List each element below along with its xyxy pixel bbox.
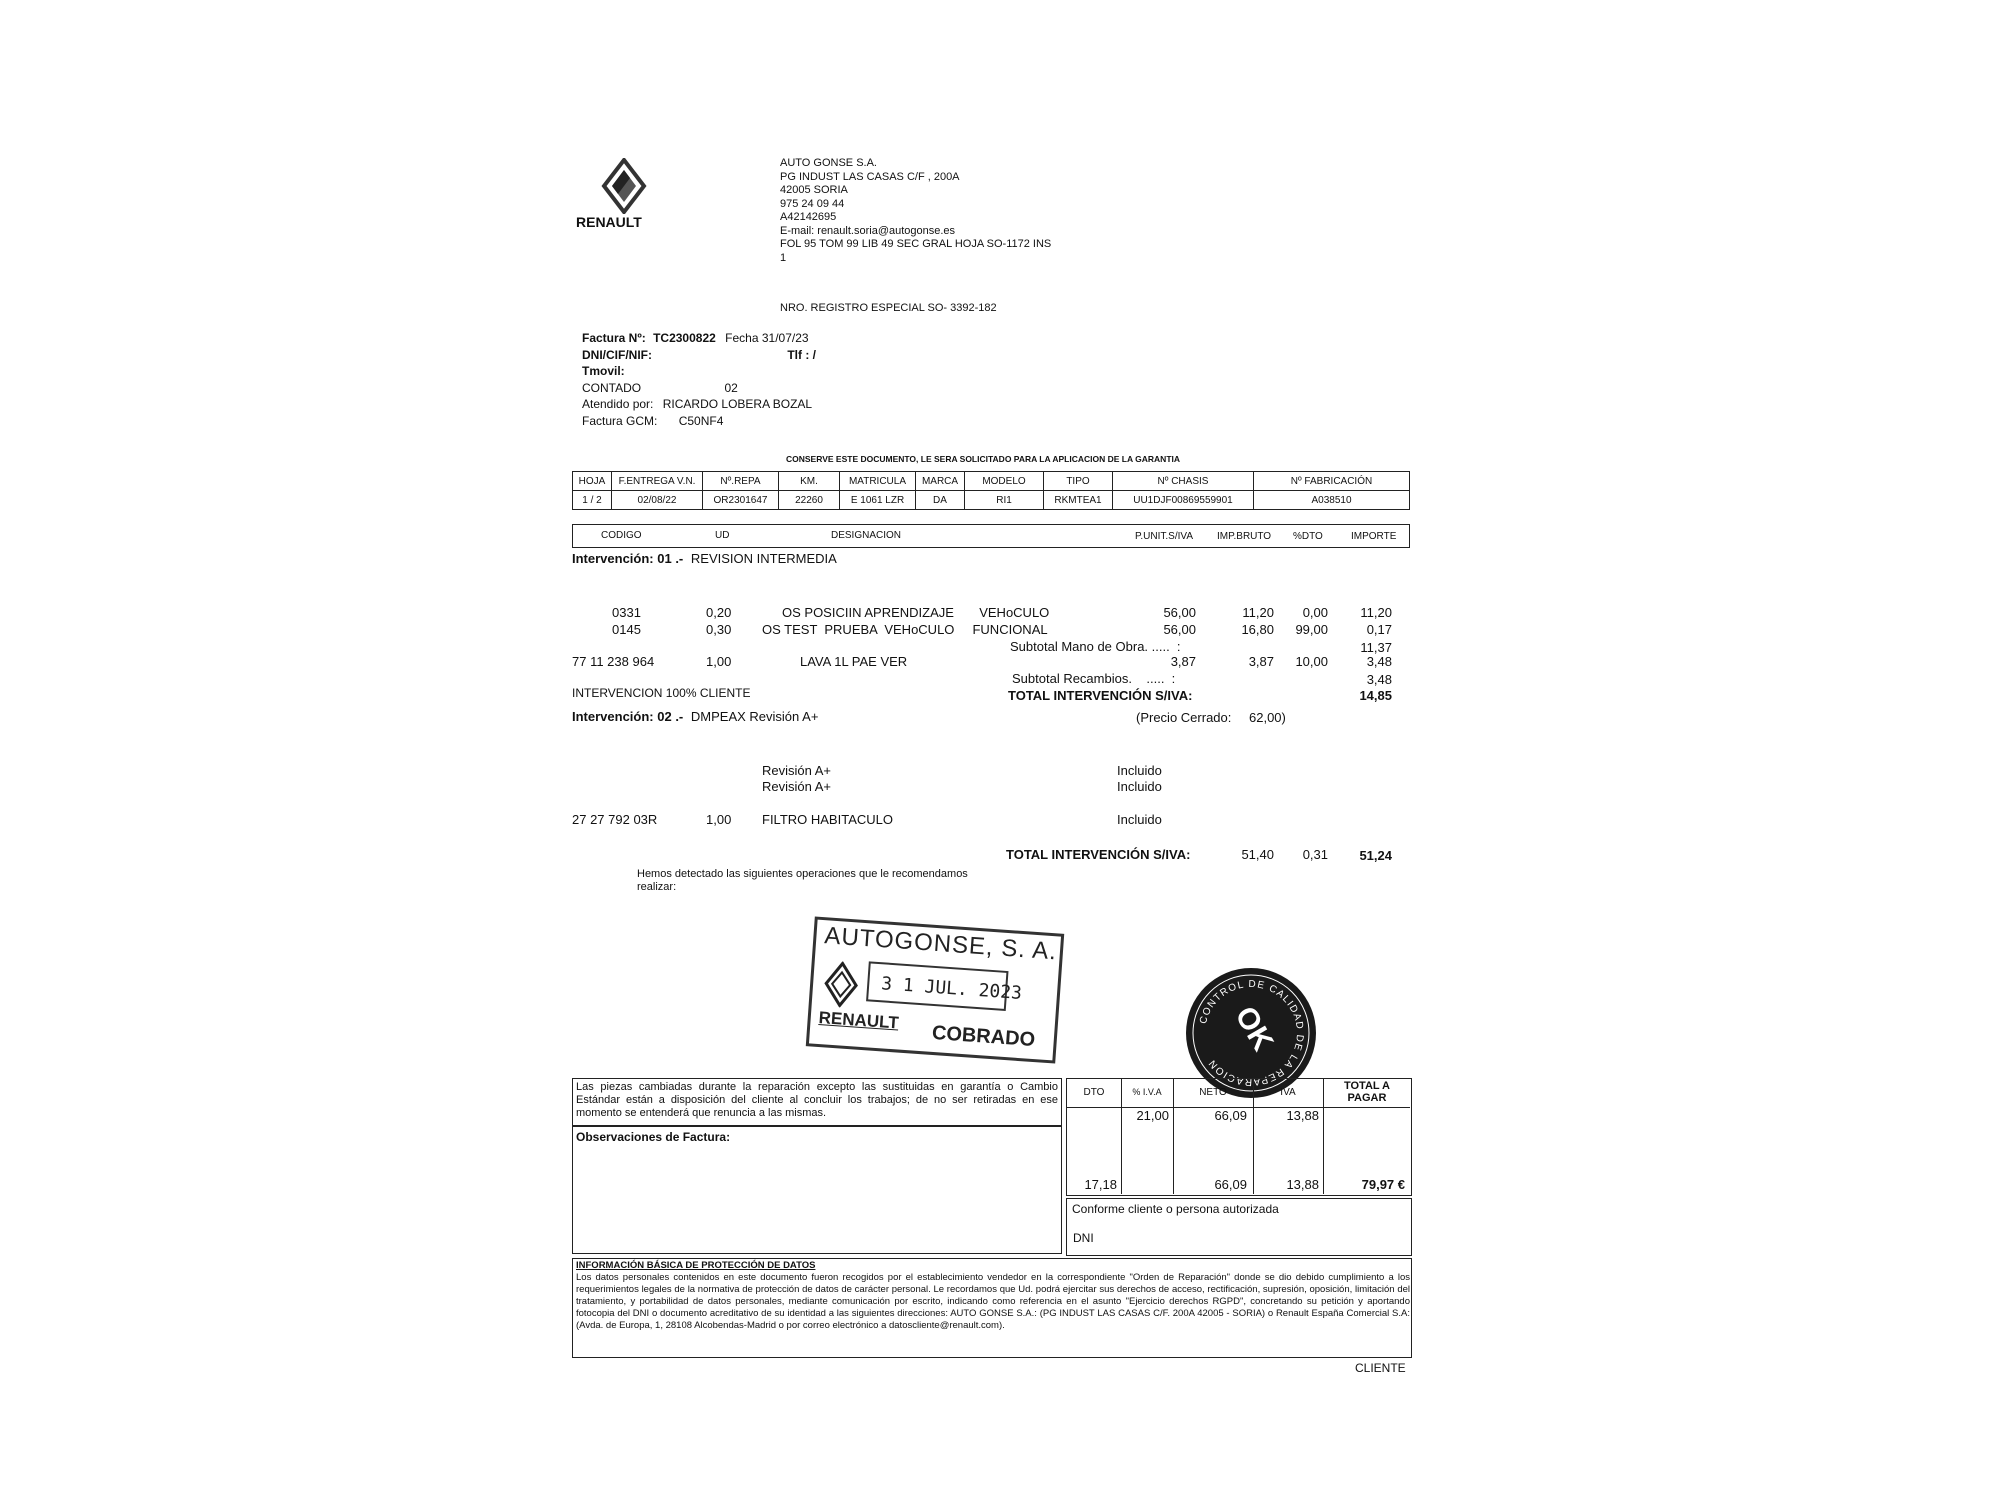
- fixed-price-label: (Precio Cerrado:: [1136, 710, 1232, 725]
- part-ud: 1,00: [706, 812, 732, 827]
- stamp-date-box: [866, 961, 1023, 1011]
- seal-center: OK: [1228, 1001, 1280, 1057]
- totals-header-total: TOTAL A PAGAR: [1343, 1080, 1391, 1104]
- company-line: PG INDUST LAS CASAS C/F , 200A: [780, 170, 960, 183]
- header-cell: F.ENTREGA V.N.: [612, 472, 703, 491]
- table-cell: RI1: [965, 491, 1044, 510]
- line-status: Incluido: [1117, 779, 1162, 794]
- company-line: FOL 95 TOM 99 LIB 49 SEC GRAL HOJA SO-1172 INS: [780, 238, 1052, 250]
- line-status: Incluido: [1117, 763, 1162, 778]
- table-cell: 02/08/22: [612, 491, 703, 510]
- col-amount: IMPORTE: [1351, 531, 1397, 542]
- signature-box: [1066, 1198, 1412, 1256]
- table-cell: A038510: [1254, 491, 1410, 510]
- recommendation-line: Hemos detectado las siguientes operaciones que le recomendamos: [637, 868, 968, 880]
- table-cell: E 1061 LZR: [840, 491, 916, 510]
- table-cell: UU1DJF00869559901: [1113, 491, 1254, 510]
- intervention-label: Intervención:: [572, 709, 654, 724]
- header-cell: TIPO: [1044, 472, 1113, 491]
- attended-label: Atendido por:: [582, 397, 654, 411]
- table-cell: 1 / 2: [573, 491, 612, 510]
- guarantee-notice: CONSERVE ESTE DOCUMENTO, LE SERA SOLICITADO PARA LA APLICACION DE LA GARANTIA: [786, 454, 1181, 464]
- line-dto: 0,00: [1302, 605, 1328, 620]
- subtotal-parts-label: Subtotal Recambios. ..... :: [1012, 671, 1176, 686]
- intervention-name: REVISION INTERMEDIA: [690, 551, 837, 566]
- recommendation-text: [637, 868, 968, 894]
- intervention-note: INTERVENCION 100% CLIENTE: [572, 686, 751, 700]
- stamp-date: 3 1 JUL. 2023: [880, 973, 1023, 1005]
- line-amount: 0,17: [1366, 622, 1392, 637]
- vehicle-table: [572, 471, 1410, 510]
- tlf-label: Tlf : /: [787, 347, 817, 362]
- privacy-section: [574, 1260, 1412, 1332]
- dni-label: DNI/CIF/NIF:: [582, 347, 652, 362]
- part-status: Incluido: [1117, 812, 1162, 827]
- intervention-02-total-dto: 0,31: [1302, 847, 1328, 862]
- subtotal-parts: 3,48: [1366, 672, 1392, 687]
- invoice-number-label: Factura Nº:: [582, 331, 646, 345]
- line-desc: Revisión A+: [762, 779, 832, 794]
- part-unit: 3,87: [1170, 654, 1196, 669]
- observations-label: Observaciones de Factura:: [576, 1130, 731, 1144]
- line-unit: 56,00: [1163, 622, 1196, 637]
- company-line: 975 24 09 44: [780, 197, 845, 210]
- company-line: E-mail: renault.soria@autogonse.es: [780, 224, 956, 237]
- intervention-02-title: [572, 709, 818, 724]
- totals-header-net: NETO: [1199, 1087, 1227, 1098]
- intervention-name: DMPEAX Revisión A+: [690, 709, 819, 724]
- header-cell: KM.: [779, 472, 840, 491]
- intervention-02-total-gross: 51,40: [1241, 847, 1274, 862]
- col-codigo: CODIGO: [601, 530, 642, 541]
- brand-name: RENAULT: [576, 214, 642, 230]
- part-gross: 3,87: [1248, 654, 1274, 669]
- privacy-text: Los datos personales contenidos en este documento fueron recogidos por el establecimiento vendedor en la correspondiente "Orden de Reparación" donde se dio debido cumplimiento a los requerimientos legales de la normativa de protección de datos de carácter personal. Le recordamos que Ud. podrá ejercitar sus derechos de acceso, rectificación, supresión, oposición, limitación del tratamiento, y portabilidad de datos personales, mediante comunicación por escrito, indicando como referencia en el asunto "Ejercicio derechos RGPD", concretando su petición y aportando fotocopia del DNI o documento acreditativo de su identidad a las siguientes direcciones: AUTO GONSE S.A.: (PG INDUST LAS CASAS C/F. 200A 42005 - SORIA) o Renault España Comercial S.A: (Avda. de Europa, 1, 28108 Alcobendas-Madrid o por correo electrónico a datoscliente@renault.com).: [576, 1272, 1410, 1331]
- totals-vat-pct: 21,00: [1136, 1108, 1169, 1123]
- line-code: 0331: [612, 605, 641, 620]
- company-line: 42005 SORIA: [780, 184, 848, 196]
- fixed-price: [1136, 710, 1286, 725]
- copy-label: CLIENTE: [1355, 1361, 1406, 1375]
- company-line: 1: [780, 251, 787, 264]
- header-cell: Nº CHASIS: [1113, 472, 1254, 491]
- part-dto: 10,00: [1295, 654, 1328, 669]
- line-desc: Revisión A+: [762, 763, 832, 778]
- table-cell: DA: [916, 491, 965, 510]
- header-cell: MODELO: [965, 472, 1044, 491]
- totals-box: [1066, 1078, 1412, 1196]
- paid-stamp: [806, 916, 1064, 1063]
- seal-ring-text: CONTROL DE CALIDAD DE LA REPARACION: [1197, 978, 1306, 1088]
- subtotal-labor: 11,37: [1360, 640, 1392, 655]
- col-gross: IMP.BRUTO: [1217, 531, 1272, 542]
- header-cell: MARCA: [916, 472, 965, 491]
- stamp-renault-icon: [822, 960, 861, 1008]
- gcm-label: Factura GCM:: [582, 413, 658, 428]
- line-unit: 56,00: [1163, 605, 1196, 620]
- line-ud: 0,20: [706, 605, 732, 620]
- line-ud: 0,30: [706, 622, 732, 637]
- stamp-company: AUTOGONSE, S. A.: [823, 922, 1058, 966]
- tmovil-label: Tmovil:: [582, 364, 625, 378]
- totals-vat-final: 13,88: [1286, 1177, 1319, 1192]
- intervention-number: 01 .-: [657, 551, 684, 566]
- fixed-price-value: 62,00): [1249, 710, 1286, 725]
- totals-net-final: 66,09: [1214, 1177, 1247, 1192]
- payment-code: 02: [724, 380, 738, 395]
- part-amount: 3,48: [1366, 654, 1392, 669]
- company-block: [780, 157, 1051, 265]
- table-cell: OR2301647: [703, 491, 779, 510]
- col-ud: UD: [715, 530, 730, 541]
- gcm-value: C50NF4: [678, 413, 724, 428]
- totals-dto: 17,18: [1084, 1177, 1117, 1192]
- header-cell: Nº FABRICACIÓN: [1254, 472, 1410, 491]
- totals-header-vat-pct: % I.V.A: [1132, 1087, 1162, 1097]
- line-header-strip: [572, 524, 1410, 548]
- invoice-date: 31/07/23: [761, 331, 809, 345]
- part-code: 27 27 792 03R: [572, 812, 658, 827]
- intervention-01-total: 14,85: [1359, 688, 1392, 703]
- part-desc: LAVA 1L PAE VER: [800, 654, 908, 669]
- invoice-info: [582, 330, 816, 429]
- stamp-brand: RENAULT: [818, 1007, 900, 1033]
- payment-method: CONTADO: [582, 380, 642, 395]
- vehicle-table-header: [573, 472, 1410, 491]
- invoice-number: TC2300822: [653, 331, 716, 345]
- col-unit-price: P.UNIT.S/IVA: [1135, 531, 1193, 542]
- vehicle-table-row: [573, 491, 1410, 510]
- signature-dni: DNI: [1073, 1231, 1094, 1245]
- totals-header-dto: DTO: [1083, 1087, 1105, 1098]
- line-gross: 11,20: [1242, 605, 1274, 620]
- part-ud: 1,00: [706, 654, 732, 669]
- line-amount: 11,20: [1360, 605, 1392, 620]
- line-desc: OS POSICIIN APRENDIZAJE VEHoCULO: [782, 605, 1050, 620]
- intervention-number: 02 .-: [657, 709, 684, 724]
- intervention-01-title: [572, 551, 837, 566]
- company-line: A42142695: [780, 211, 837, 223]
- parts-notice: Las piezas cambiadas durante la reparación excepto las sustituidas en garantía o Cambio Estándar están a disposición del cliente al concluir los trabajos; de no ser retiradas en ese momento se entenderá que renuncia a las mismas.: [576, 1081, 1058, 1119]
- line-code: 0145: [612, 622, 641, 637]
- totals-header-vat: IVA: [1280, 1087, 1296, 1098]
- privacy-title: INFORMACIÓN BÁSICA DE PROTECCIÓN DE DATOS: [576, 1260, 816, 1271]
- header-cell: Nº.REPA: [703, 472, 779, 491]
- intervention-label: Intervención:: [572, 551, 654, 566]
- signature-label: Conforme cliente o persona autorizada: [1072, 1202, 1279, 1216]
- part-desc: FILTRO HABITACULO: [762, 812, 893, 827]
- totals-net: 66,09: [1214, 1108, 1247, 1123]
- intervention-01-total-label: TOTAL INTERVENCIÓN S/IVA:: [1008, 688, 1193, 703]
- parts-notice-box: [572, 1078, 1062, 1126]
- line-dto: 99,00: [1295, 622, 1328, 637]
- part-code: 77 11 238 964: [572, 654, 655, 669]
- line-gross: 16,80: [1241, 622, 1274, 637]
- registry-number: NRO. REGISTRO ESPECIAL SO- 3392-182: [780, 302, 997, 314]
- stamp-status: COBRADO: [931, 1021, 1036, 1052]
- table-cell: RKMTEA1: [1044, 491, 1113, 510]
- totals-vat: 13,88: [1286, 1108, 1319, 1123]
- renault-logo: [598, 158, 650, 214]
- col-designacion: DESIGNACION: [831, 530, 902, 541]
- invoice-date-label: Fecha: [725, 331, 759, 345]
- table-cell: 22260: [779, 491, 840, 510]
- col-dto: %DTO: [1293, 531, 1323, 542]
- header-cell: MATRICULA: [840, 472, 916, 491]
- subtotal-labor-label: Subtotal Mano de Obra. ..... :: [1010, 639, 1181, 654]
- intervention-02-total-label: TOTAL INTERVENCIÓN S/IVA:: [1006, 847, 1191, 862]
- renault-diamond-icon: [598, 158, 650, 214]
- header-cell: HOJA: [573, 472, 612, 491]
- total-to-pay: 79,97 €: [1361, 1177, 1405, 1192]
- line-desc: OS TEST PRUEBA VEHoCULO FUNCIONAL: [762, 622, 1048, 637]
- observations-box: [572, 1126, 1062, 1254]
- attended-name: RICARDO LOBERA BOZAL: [662, 397, 813, 411]
- recommendation-line: realizar:: [637, 881, 677, 893]
- intervention-02-total: 51,24: [1359, 848, 1392, 863]
- company-line: AUTO GONSE S.A.: [780, 157, 877, 169]
